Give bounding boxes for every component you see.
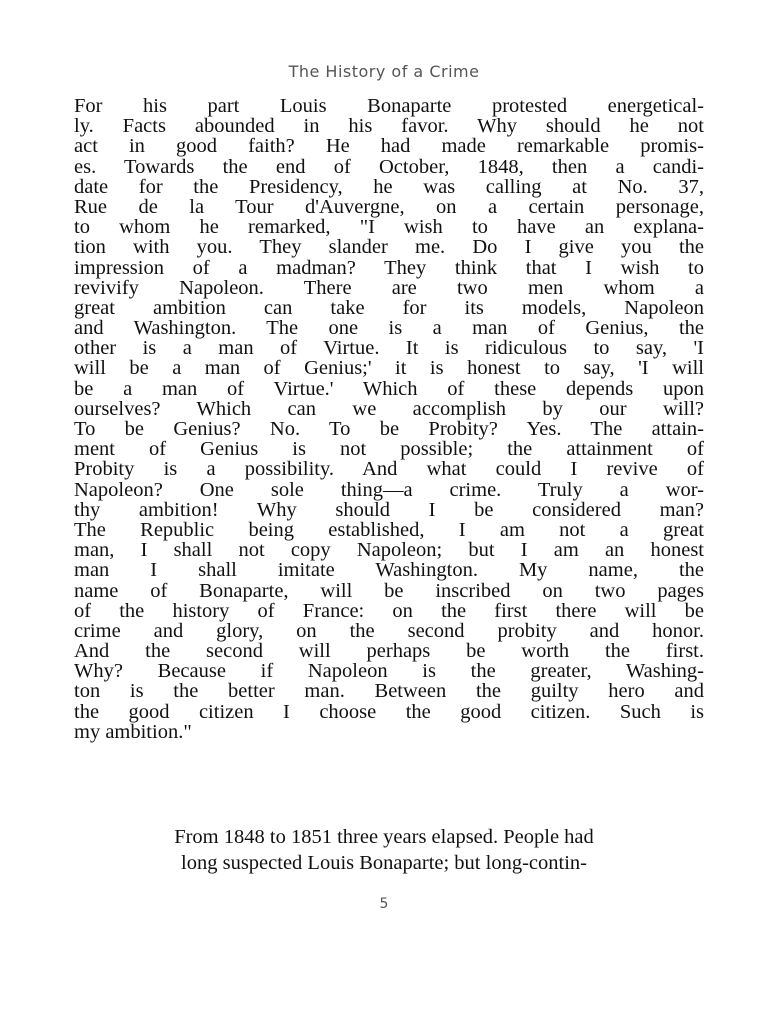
text-line: For his part Louis Bonaparte protested energetical- (74, 95, 704, 117)
text-line: ourselves? Which can we accomplish by our will? (74, 397, 704, 420)
text-line: Probity is a possibility. And what could I revive of (74, 458, 704, 481)
text-line: of the history of France: on the first there will be (74, 599, 704, 622)
page-number: 5 (379, 896, 389, 912)
text-line: The Republic being established, I am not a great (74, 518, 704, 541)
text-line: From 1848 to 1851 three years elapsed. People had (174, 826, 594, 848)
text-line: be a man of Virtue.' Which of these depends upon (74, 377, 704, 400)
text-line: act in good faith? He had made remarkable promis- (74, 135, 704, 158)
running-head: The History of a Crime (288, 62, 480, 81)
text-line: the good citizen I choose the good citizen. Such is (74, 700, 704, 723)
text-line: Why? Because if Napoleon is the greater, Washing- (74, 660, 704, 683)
text-line: great ambition can take for its models, Napoleon (74, 296, 704, 319)
paragraph-1 (74, 96, 704, 742)
text-line: es. Towards the end of October, 1848, then a candi- (74, 155, 704, 178)
text-line: ment of Genius is not possible; the attainment of (74, 438, 704, 461)
text-line: Napoleon? One sole thing—a crime. Truly a wor- (74, 478, 704, 501)
text-line: man, I shall not copy Napoleon; but I am an honest (74, 539, 704, 562)
text-line: my ambition." (74, 720, 192, 743)
text-line: man I shall imitate Washington. My name, the (74, 559, 704, 582)
text-line: And the second will perhaps be worth the first. (74, 640, 704, 663)
text-line: crime and glory, on the second probity and honor. (74, 619, 704, 642)
text-line: will be a man of Genius;' it is honest to say, 'I will (74, 357, 704, 380)
paragraph-2 (40, 824, 728, 876)
text-line: ton is the better man. Between the guilty hero and (74, 680, 704, 703)
text-line: long suspected Louis Bonaparte; but long-contin- (181, 852, 587, 874)
text-line: other is a man of Virtue. It is ridiculous to say, 'I (74, 337, 704, 360)
text-line: impression of a madman? They think that I wish to (74, 256, 704, 279)
text-line: To be Genius? No. To be Probity? Yes. The attain- (74, 418, 704, 440)
text-line: thy ambition! Why should I be considered man? (74, 498, 704, 521)
text-line: Rue de la Tour d'Auvergne, on a certain personage, (74, 195, 704, 218)
text-line: to whom he remarked, "I wish to have an explana- (74, 216, 704, 239)
text-line: and Washington. The one is a man of Genius, the (74, 317, 704, 340)
text-line: ly. Facts abounded in his favor. Why should he not (74, 115, 704, 138)
text-line: revivify Napoleon. There are two men whom a (74, 276, 704, 299)
text-line: name of Bonaparte, will be inscribed on two pages (74, 579, 704, 602)
text-line: tion with you. They slander me. Do I give you the (74, 236, 704, 259)
text-line: date for the Presidency, he was calling at No. 37, (74, 175, 704, 198)
